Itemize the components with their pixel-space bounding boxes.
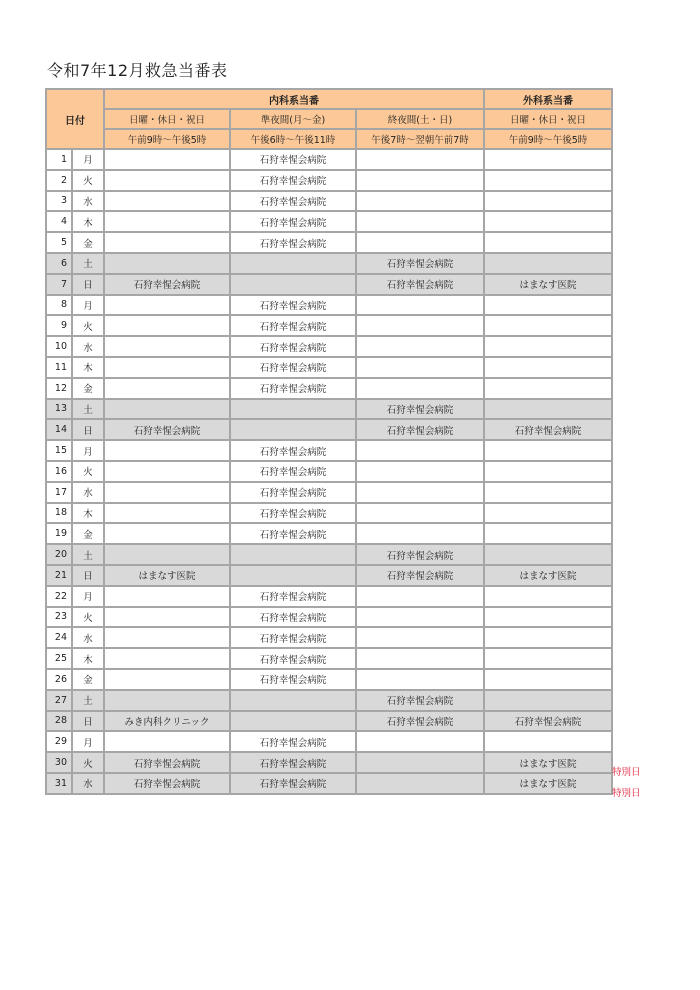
table-row — [46, 232, 612, 253]
weekday-cell: 木 — [72, 648, 104, 669]
internal-holiday-cell — [104, 669, 230, 690]
table-row — [46, 191, 612, 212]
internal-overnight-cell: 石狩幸惺会病院 — [356, 565, 484, 586]
internal-holiday-cell — [104, 295, 230, 316]
internal-holiday-cell — [104, 607, 230, 628]
day-cell: 7 — [46, 274, 72, 295]
internal-evening-cell — [230, 399, 356, 420]
table-row — [46, 295, 612, 316]
weekday-cell: 火 — [72, 170, 104, 191]
internal-evening-cell: 石狩幸惺会病院 — [230, 482, 356, 503]
internal-overnight-cell — [356, 336, 484, 357]
surgical-holiday-cell — [484, 232, 612, 253]
surgical-holiday-cell — [484, 690, 612, 711]
table-row — [46, 461, 612, 482]
internal-overnight-cell — [356, 211, 484, 232]
weekday-cell: 水 — [72, 627, 104, 648]
weekday-cell: 木 — [72, 357, 104, 378]
surgical-holiday-cell — [484, 253, 612, 274]
day-cell: 12 — [46, 378, 72, 399]
internal-evening-cell: 石狩幸惺会病院 — [230, 773, 356, 794]
surgical-holiday-cell — [484, 191, 612, 212]
weekday-cell: 土 — [72, 253, 104, 274]
column-time: 午後7時～翌朝午前7時 — [356, 129, 484, 149]
internal-evening-cell: 石狩幸惺会病院 — [230, 627, 356, 648]
day-cell: 4 — [46, 211, 72, 232]
column-header: 日曜・休日・祝日 — [104, 109, 230, 129]
weekday-cell: 木 — [72, 503, 104, 524]
internal-overnight-cell — [356, 357, 484, 378]
internal-holiday-cell — [104, 149, 230, 170]
internal-holiday-cell — [104, 399, 230, 420]
surgical-holiday-cell: はまなす医院 — [484, 752, 612, 773]
surgical-holiday-cell — [484, 336, 612, 357]
table-row — [46, 378, 612, 399]
internal-holiday-cell — [104, 627, 230, 648]
surgical-holiday-cell — [484, 149, 612, 170]
internal-overnight-cell — [356, 295, 484, 316]
day-cell: 20 — [46, 544, 72, 565]
day-cell: 26 — [46, 669, 72, 690]
day-cell: 28 — [46, 711, 72, 732]
table-row — [46, 274, 612, 295]
internal-evening-cell: 石狩幸惺会病院 — [230, 170, 356, 191]
internal-overnight-cell — [356, 648, 484, 669]
column-header: 日曜・休日・祝日 — [484, 109, 612, 129]
surgical-holiday-cell — [484, 482, 612, 503]
internal-holiday-cell — [104, 503, 230, 524]
internal-evening-cell — [230, 419, 356, 440]
surgical-holiday-cell — [484, 731, 612, 752]
day-cell: 9 — [46, 315, 72, 336]
weekday-cell: 土 — [72, 399, 104, 420]
internal-overnight-cell — [356, 191, 484, 212]
internal-evening-cell: 石狩幸惺会病院 — [230, 191, 356, 212]
weekday-cell: 火 — [72, 607, 104, 628]
surgical-holiday-cell — [484, 170, 612, 191]
special-day-note: 特別日 — [612, 766, 641, 778]
internal-holiday-cell — [104, 690, 230, 711]
internal-holiday-cell — [104, 211, 230, 232]
weekday-cell: 日 — [72, 711, 104, 732]
internal-holiday-cell — [104, 586, 230, 607]
column-time: 午後6時～午後11時 — [230, 129, 356, 149]
internal-holiday-cell — [104, 315, 230, 336]
weekday-cell: 水 — [72, 482, 104, 503]
weekday-cell: 水 — [72, 336, 104, 357]
weekday-cell: 金 — [72, 523, 104, 544]
table-row — [46, 690, 612, 711]
table-row — [46, 773, 612, 794]
table-row — [46, 752, 612, 773]
surgical-holiday-cell: 石狩幸惺会病院 — [484, 419, 612, 440]
internal-evening-cell: 石狩幸惺会病院 — [230, 336, 356, 357]
table-row — [46, 170, 612, 191]
weekday-cell: 水 — [72, 191, 104, 212]
internal-overnight-cell — [356, 503, 484, 524]
internal-overnight-cell: 石狩幸惺会病院 — [356, 544, 484, 565]
day-cell: 11 — [46, 357, 72, 378]
internal-evening-cell: 石狩幸惺会病院 — [230, 752, 356, 773]
internal-holiday-cell: 石狩幸惺会病院 — [104, 752, 230, 773]
special-day-note: 特別日 — [612, 787, 641, 799]
surgical-holiday-cell — [484, 378, 612, 399]
surgical-holiday-cell — [484, 440, 612, 461]
internal-overnight-cell — [356, 482, 484, 503]
weekday-cell: 金 — [72, 378, 104, 399]
table-row — [46, 253, 612, 274]
day-cell: 1 — [46, 149, 72, 170]
internal-overnight-cell — [356, 315, 484, 336]
internal-overnight-cell — [356, 440, 484, 461]
day-cell: 29 — [46, 731, 72, 752]
internal-holiday-cell: 石狩幸惺会病院 — [104, 773, 230, 794]
day-cell: 13 — [46, 399, 72, 420]
internal-evening-cell: 石狩幸惺会病院 — [230, 586, 356, 607]
weekday-cell: 火 — [72, 315, 104, 336]
surgical-holiday-cell — [484, 648, 612, 669]
table-row — [46, 503, 612, 524]
weekday-cell: 土 — [72, 544, 104, 565]
table-row — [46, 482, 612, 503]
table-row — [46, 669, 612, 690]
internal-holiday-cell — [104, 731, 230, 752]
table-row — [46, 399, 612, 420]
internal-evening-cell: 石狩幸惺会病院 — [230, 648, 356, 669]
column-header: 準夜間(月～金) — [230, 109, 356, 129]
page-title: 令和7年12月救急当番表 — [47, 61, 228, 80]
internal-evening-cell: 石狩幸惺会病院 — [230, 149, 356, 170]
internal-overnight-cell: 石狩幸惺会病院 — [356, 253, 484, 274]
table-row — [46, 565, 612, 586]
internal-holiday-cell: 石狩幸惺会病院 — [104, 419, 230, 440]
internal-evening-cell: 石狩幸惺会病院 — [230, 669, 356, 690]
day-cell: 25 — [46, 648, 72, 669]
internal-overnight-cell — [356, 752, 484, 773]
weekday-cell: 月 — [72, 731, 104, 752]
table-row — [46, 586, 612, 607]
table-row — [46, 627, 612, 648]
day-cell: 23 — [46, 607, 72, 628]
table-row — [46, 523, 612, 544]
table-row — [46, 711, 612, 732]
internal-overnight-cell — [356, 731, 484, 752]
internal-evening-cell — [230, 711, 356, 732]
day-cell: 17 — [46, 482, 72, 503]
internal-overnight-cell — [356, 669, 484, 690]
day-cell: 30 — [46, 752, 72, 773]
weekday-cell: 月 — [72, 440, 104, 461]
internal-overnight-cell — [356, 627, 484, 648]
internal-evening-cell: 石狩幸惺会病院 — [230, 232, 356, 253]
day-cell: 22 — [46, 586, 72, 607]
weekday-cell: 日 — [72, 419, 104, 440]
internal-holiday-cell — [104, 191, 230, 212]
weekday-cell: 金 — [72, 669, 104, 690]
internal-overnight-cell: 石狩幸惺会病院 — [356, 274, 484, 295]
weekday-cell: 金 — [72, 232, 104, 253]
internal-holiday-cell — [104, 253, 230, 274]
table-row — [46, 336, 612, 357]
internal-evening-cell: 石狩幸惺会病院 — [230, 523, 356, 544]
table-row — [46, 357, 612, 378]
surgical-holiday-cell: はまなす医院 — [484, 565, 612, 586]
internal-group-header: 内科系当番 — [104, 89, 484, 109]
weekday-cell: 日 — [72, 274, 104, 295]
internal-evening-cell: 石狩幸惺会病院 — [230, 357, 356, 378]
surgical-holiday-cell — [484, 586, 612, 607]
internal-holiday-cell: 石狩幸惺会病院 — [104, 274, 230, 295]
table-row — [46, 440, 612, 461]
weekday-cell: 火 — [72, 461, 104, 482]
internal-holiday-cell — [104, 357, 230, 378]
surgical-holiday-cell — [484, 295, 612, 316]
internal-holiday-cell — [104, 378, 230, 399]
surgical-holiday-cell — [484, 315, 612, 336]
day-cell: 8 — [46, 295, 72, 316]
internal-holiday-cell — [104, 440, 230, 461]
internal-overnight-cell — [356, 232, 484, 253]
day-cell: 14 — [46, 419, 72, 440]
internal-overnight-cell — [356, 773, 484, 794]
weekday-cell: 月 — [72, 586, 104, 607]
surgical-holiday-cell — [484, 607, 612, 628]
day-cell: 16 — [46, 461, 72, 482]
surgical-holiday-cell: はまなす医院 — [484, 773, 612, 794]
date-header: 日付 — [46, 89, 104, 149]
internal-evening-cell: 石狩幸惺会病院 — [230, 315, 356, 336]
internal-evening-cell — [230, 690, 356, 711]
internal-holiday-cell — [104, 544, 230, 565]
day-cell: 3 — [46, 191, 72, 212]
surgical-holiday-cell — [484, 461, 612, 482]
internal-overnight-cell: 石狩幸惺会病院 — [356, 690, 484, 711]
surgical-holiday-cell — [484, 669, 612, 690]
internal-evening-cell: 石狩幸惺会病院 — [230, 211, 356, 232]
internal-holiday-cell — [104, 648, 230, 669]
day-cell: 15 — [46, 440, 72, 461]
internal-holiday-cell: みき内科クリニック — [104, 711, 230, 732]
internal-overnight-cell — [356, 586, 484, 607]
surgical-group-header: 外科系当番 — [484, 89, 612, 109]
column-time: 午前9時～午後5時 — [484, 129, 612, 149]
schedule-table — [45, 88, 613, 795]
day-cell: 18 — [46, 503, 72, 524]
surgical-holiday-cell — [484, 544, 612, 565]
weekday-cell: 月 — [72, 149, 104, 170]
table-row — [46, 211, 612, 232]
day-cell: 24 — [46, 627, 72, 648]
internal-overnight-cell — [356, 523, 484, 544]
column-header: 終夜間(土・日) — [356, 109, 484, 129]
day-cell: 6 — [46, 253, 72, 274]
internal-evening-cell: 石狩幸惺会病院 — [230, 461, 356, 482]
internal-overnight-cell — [356, 461, 484, 482]
internal-overnight-cell: 石狩幸惺会病院 — [356, 399, 484, 420]
internal-holiday-cell — [104, 232, 230, 253]
internal-evening-cell — [230, 253, 356, 274]
internal-evening-cell — [230, 544, 356, 565]
internal-evening-cell: 石狩幸惺会病院 — [230, 378, 356, 399]
internal-overnight-cell — [356, 378, 484, 399]
weekday-cell: 水 — [72, 773, 104, 794]
day-cell: 21 — [46, 565, 72, 586]
day-cell: 2 — [46, 170, 72, 191]
internal-overnight-cell: 石狩幸惺会病院 — [356, 419, 484, 440]
table-row — [46, 731, 612, 752]
table-row — [46, 315, 612, 336]
surgical-holiday-cell: はまなす医院 — [484, 274, 612, 295]
weekday-cell: 土 — [72, 690, 104, 711]
weekday-cell: 月 — [72, 295, 104, 316]
surgical-holiday-cell — [484, 211, 612, 232]
surgical-holiday-cell — [484, 399, 612, 420]
table-row — [46, 419, 612, 440]
table-row — [46, 607, 612, 628]
day-cell: 31 — [46, 773, 72, 794]
internal-evening-cell: 石狩幸惺会病院 — [230, 607, 356, 628]
day-cell: 19 — [46, 523, 72, 544]
internal-evening-cell: 石狩幸惺会病院 — [230, 731, 356, 752]
day-cell: 5 — [46, 232, 72, 253]
internal-overnight-cell — [356, 149, 484, 170]
column-time: 午前9時～午後5時 — [104, 129, 230, 149]
internal-evening-cell: 石狩幸惺会病院 — [230, 440, 356, 461]
internal-evening-cell — [230, 274, 356, 295]
surgical-holiday-cell — [484, 357, 612, 378]
internal-holiday-cell — [104, 336, 230, 357]
internal-overnight-cell: 石狩幸惺会病院 — [356, 711, 484, 732]
table-row — [46, 149, 612, 170]
internal-overnight-cell — [356, 170, 484, 191]
surgical-holiday-cell — [484, 523, 612, 544]
internal-holiday-cell: はまなす医院 — [104, 565, 230, 586]
weekday-cell: 日 — [72, 565, 104, 586]
day-cell: 27 — [46, 690, 72, 711]
internal-holiday-cell — [104, 461, 230, 482]
internal-evening-cell: 石狩幸惺会病院 — [230, 503, 356, 524]
surgical-holiday-cell: 石狩幸惺会病院 — [484, 711, 612, 732]
weekday-cell: 火 — [72, 752, 104, 773]
internal-overnight-cell — [356, 607, 484, 628]
surgical-holiday-cell — [484, 627, 612, 648]
surgical-holiday-cell — [484, 503, 612, 524]
day-cell: 10 — [46, 336, 72, 357]
internal-holiday-cell — [104, 523, 230, 544]
table-row — [46, 648, 612, 669]
internal-evening-cell — [230, 565, 356, 586]
internal-holiday-cell — [104, 482, 230, 503]
internal-holiday-cell — [104, 170, 230, 191]
weekday-cell: 木 — [72, 211, 104, 232]
table-row — [46, 544, 612, 565]
internal-evening-cell: 石狩幸惺会病院 — [230, 295, 356, 316]
